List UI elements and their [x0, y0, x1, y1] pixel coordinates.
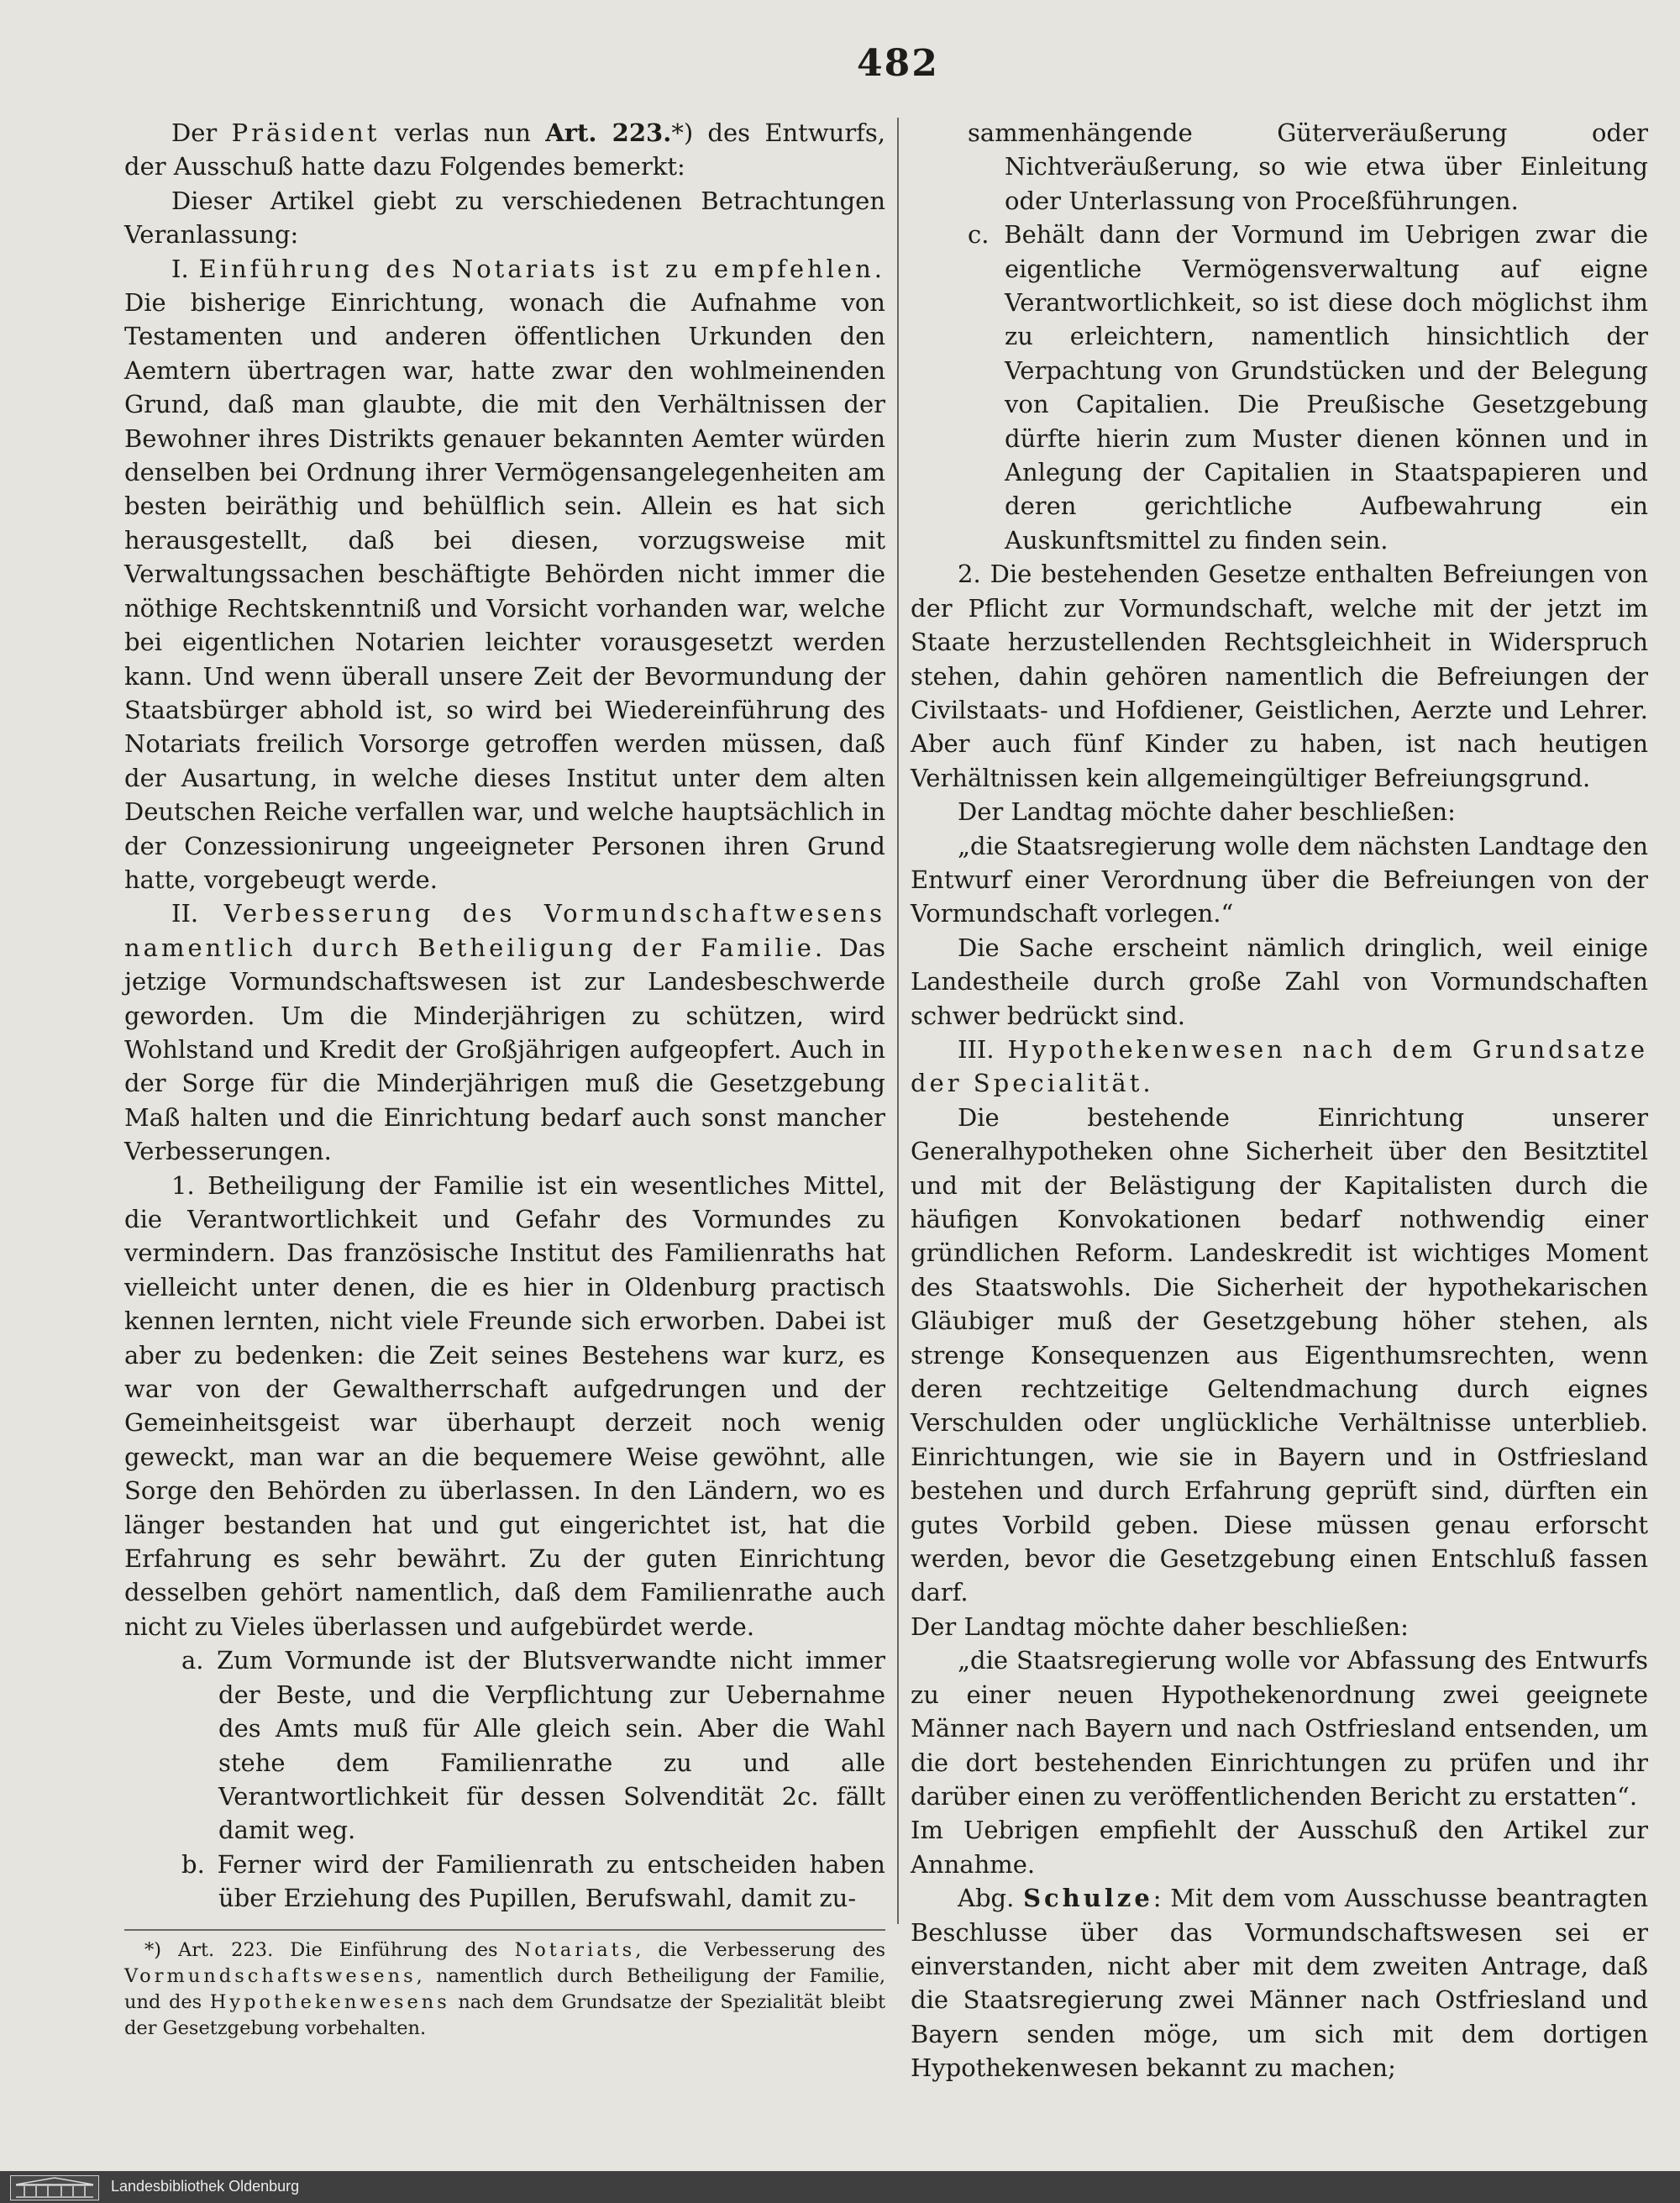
- footnote-text-run: *) Art. 223. Die Einführung des: [144, 1939, 515, 1961]
- text-run: Schulze: [1023, 1884, 1153, 1913]
- footnote-text-run: nach dem Grundsatze der Spezialität bleibt der Gesetzgebung vorbehalten.: [124, 1991, 885, 2039]
- text-run: Der Landtag möchte daher beschließen:: [958, 797, 1456, 827]
- paragraph: [911, 1101, 1648, 1610]
- library-logo-icon: [10, 2175, 99, 2200]
- footer-bar: [0, 2171, 1680, 2203]
- footnote-text-run: , namentlich durch Betheiligung der Familie, und des: [124, 1965, 885, 2013]
- text-run: Verbesserung des Vormundschaftwesens namentlich durch Betheiligung der Familie.: [124, 899, 885, 962]
- paragraph: [911, 795, 1648, 828]
- text-run: Der: [171, 118, 232, 147]
- paragraph: [124, 252, 885, 897]
- paragraph: [124, 1643, 885, 1847]
- text-run: „die Staatsregierung wolle dem nächsten Landtage den Entwurf einer Verordnung über die Befreiungen von der Vormundschaft vorlegen.“: [911, 831, 1648, 928]
- paragraph: [124, 116, 885, 184]
- text-run: 2. Die bestehenden Gesetze enthalten Befreiungen von der Pflicht zur Vormundschaft, welche mit der jetzt im Staate herzustellenden Rechtsgleichheit in Widerspruch stehen, dahin gehören namentlich die Befreiungen der Civilstaats- und Hofdiener, Geistlichen, Aerzte und Lehrer. Aber auch fünf Kinder zu haben, ist nach heutigen Verhältnissen kein allgemeingültiger Befreiungsgrund.: [911, 560, 1648, 792]
- paragraph: [911, 1033, 1648, 1101]
- paragraph: [124, 1169, 885, 1644]
- text-run: Präsident: [231, 118, 381, 147]
- column-divider: [897, 118, 899, 1924]
- paragraph: [911, 829, 1648, 931]
- paragraph: [911, 1813, 1648, 1881]
- paragraph: [911, 1881, 1648, 2085]
- text-run: : Mit dem vom Ausschusse beantragten Beschlusse über das Vormundschaftswesen sei er einverstanden, nicht aber mit dem zweiten Antrage, daß die Staatsregierung zwei Männer nach Ostfriesland und Bayern senden möge, um sich mit dem dortigen Hypothekenwesen bekannt zu machen;: [911, 1884, 1649, 2083]
- paragraph: [124, 896, 885, 1168]
- text-run: c. Behält dann der Vormund im Uebrigen zwar die eigentliche Vermögensverwaltung auf eigne Verantwortlichkeit, so ist diese doch möglichst ihm zu erleichtern, namentlich hinsichtlich der Verpachtung von Grundstücken und der Belegung von Capitalien. Die Preußische Gesetzgebung dürfte hierin zum Muster dienen können und in Anlegung der Capitalien in Staatspapieren und deren gerichtliche Aufbewahrung ein Auskunftsmittel zu finden sein.: [968, 220, 1648, 555]
- text-run: sammenhängende Güterveräußerung oder Nichtveräußerung, so wie etwa über Einleitung oder Unterlassung von Proceßführungen.: [968, 118, 1648, 215]
- text-run: Die bestehende Einrichtung unserer Generalhypotheken ohne Sicherheit über den Besitztitel und mit der Belästigung der Kapitalisten durch die häufigen Konvokationen bedarf nothwendig einer gründlichen Reform. Landeskredit ist wichtiges Moment des Staatswohls. Die Sicherheit der hypothekarischen Gläubiger muß der Gesetzgebung höher stehen, als strenge Konsequenzen aus Eigenthumsrechten, wenn deren rechtzeitige Geltendmachung durch eignes Verschulden oder unglückliche Verhältnisse unterblieb. Einrichtungen, wie sie in Bayern und in Ostfriesland bestehen und durch Erfahrung geprüft sind, dürften ein gutes Vorbild geben. Diese müssen genau erforscht werden, bevor die Gesetzgebung einen Entschluß fassen darf.: [911, 1102, 1648, 1607]
- text-run: verlas nun: [380, 118, 546, 147]
- left-column: [124, 116, 885, 1916]
- paragraph: [911, 1643, 1648, 1813]
- text-run: b. Ferner wird der Familienrath zu entscheiden haben über Erziehung des Pupillen, Berufswahl, damit zu-: [181, 1849, 885, 1913]
- text-run: II.: [171, 899, 224, 928]
- text-run: Die bisherige Einrichtung, wonach die Aufnahme von Testamenten und anderen öffentlichen Urkunden den Aemtern übertragen war, hatte zwar den wohlmeinenden Grund, daß man glaubte, die mit den Verhältnissen der Bewohner ihres Distrikts genauer bekannten Aemter würden denselben bei Ordnung ihrer Vermögensangelegenheiten am besten beiräthig und behülflich sein. Allein es hat sich herausgestellt, daß bei diesen, vorzugsweise mit Verwaltungssachen beschäftigte Behörden nicht immer die nöthige Rechtskenntniß und Vorsicht vorhanden war, welche bei eigentlichen Notarien leichter vorausgesetzt werden kann. Und wenn überall unsere Zeit der Bevormundung der Staatsbürger abhold ist, so wird bei Wiedereinführung des Notariats freilich Vorsorge getroffen werden müssen, daß der Ausartung, in welche dieses Institut unter dem alten Deutschen Reiche verfallen war, und welche hauptsächlich in der Conzessionirung ungeeigneter Personen ihren Grund hatte, vorgebeugt werde.: [124, 288, 885, 894]
- text-run: Im Uebrigen empfiehlt der Ausschuß den Artikel zur Annahme.: [911, 1816, 1648, 1879]
- text-run: III.: [958, 1034, 1008, 1064]
- text-run: Einführung des Notariats ist zu empfehlen.: [198, 254, 885, 283]
- text-run: *) des Entwurfs, der Ausschuß hatte dazu Folgendes bemerkt:: [124, 118, 886, 181]
- paragraph: [911, 931, 1648, 1033]
- text-run: Das jetzige Vormundschaftswesen ist zur Landesbeschwerde geworden. Um die Minderjährigen zu schützen, wird Wohlstand und Kredit der Großjährigen aufgeopfert. Auch in der Sorge für die Minderjährigen muß die Gesetzgebung Maß halten und die Einrichtung bedarf auch sonst mancher Verbesserungen.: [124, 933, 885, 1166]
- paragraph: [911, 218, 1648, 557]
- right-column: [911, 116, 1648, 2085]
- text-run: 1. Betheiligung der Familie ist ein wesentliches Mittel, die Verantwortlichkeit und Gefahr des Vormundes zu vermindern. Das französische Institut des Familienraths hat vielleicht unter denen, die es hier in Oldenburg practisch kennen lernten, nicht viele Freunde sich erworben. Dabei ist aber zu bedenken: die Zeit seines Bestehens war kurz, es war von der Gewaltherrschaft aufgedrungen und der Gemeinheitsgeist war überhaupt derzeit noch wenig geweckt, man war an die bequemere Weise gewöhnt, alle Sorge den Behörden zu überlassen. In den Ländern, wo es länger bestanden hat und gut eingerichtet ist, hat die Erfahrung es sehr bewährt. Zu der guten Einrichtung desselben gehört namentlich, daß dem Familienrathe auch nicht zu Vieles überlassen und aufgebürdet werde.: [124, 1170, 885, 1641]
- paragraph: [124, 1848, 885, 1916]
- text-run: Der Landtag möchte daher beschließen:: [911, 1612, 1409, 1641]
- footer-library-name: Landesbibliothek Oldenburg: [111, 2178, 300, 2195]
- text-run: Dieser Artikel giebt zu verschiedenen Betrachtungen Veranlassung:: [124, 186, 885, 250]
- footnote-text-run: Vormundschaftswesens: [124, 1965, 417, 1987]
- text-run: Abg.: [958, 1884, 1024, 1913]
- footnote-paragraph: [124, 1937, 885, 2042]
- paragraph: [911, 116, 1648, 218]
- text-run: Die Sache erscheint nämlich dringlich, weil einige Landestheile durch große Zahl von Vormundschaften schwer bedrückt sind.: [911, 933, 1648, 1030]
- footnote-rule: [124, 1929, 885, 1931]
- footnote: [124, 1937, 885, 2042]
- paragraph: [911, 1610, 1648, 1643]
- text-run: „die Staatsregierung wolle vor Abfassung des Entwurfs zu einer neuen Hypothekenordnung zwei geeignete Männer nach Bayern und nach Ostfriesland entsenden, um die dort bestehenden Einrichtungen zu prüfen und ihr darüber einen zu veröffentlichenden Bericht zu erstatten“.: [911, 1646, 1648, 1811]
- paragraph: [124, 184, 885, 252]
- page-number: 482: [857, 42, 939, 85]
- text-run: Hypothekenwesen nach dem Grundsatze der Specialität.: [911, 1034, 1648, 1098]
- text-run: I.: [171, 254, 199, 283]
- paragraph: [911, 557, 1648, 795]
- text-run: a. Zum Vormunde ist der Blutsverwandte nicht immer der Beste, und die Verpflichtung zur Uebernahme des Amts muß für Alle gleich sein. Aber die Wahl stehe dem Familienrathe zu und alle Verantwortlichkeit für dessen Solvendität 2c. fällt damit weg.: [181, 1646, 885, 1845]
- text-run: Art. 223.: [545, 118, 672, 147]
- footnote-text-run: Hypothekenwesens: [209, 1991, 450, 2013]
- footnote-text-run: , die Verbesserung des: [635, 1939, 885, 1961]
- footnote-text-run: Notariats: [514, 1939, 636, 1961]
